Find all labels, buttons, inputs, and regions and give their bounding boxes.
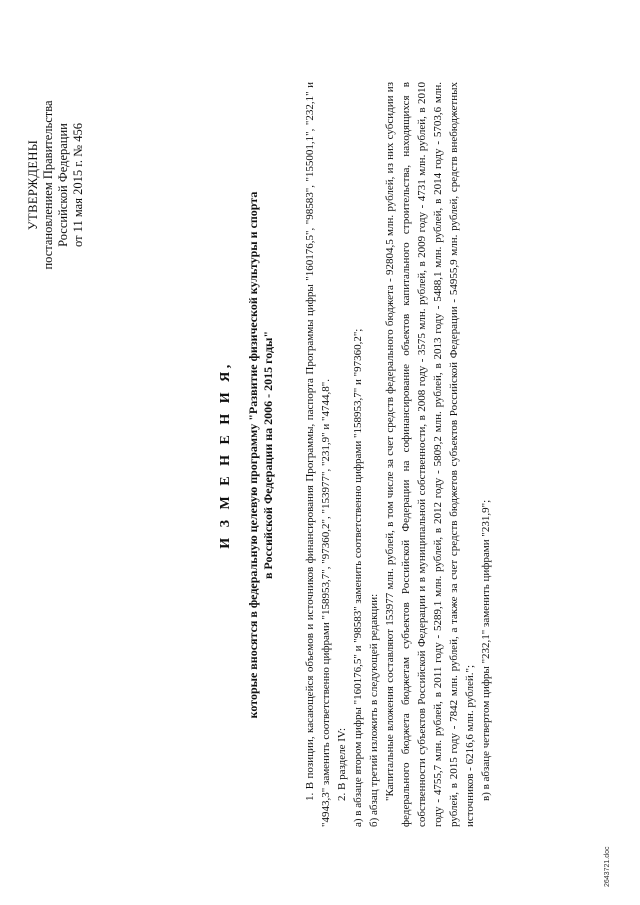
paragraph: 2. В разделе IV: xyxy=(336,727,348,801)
document-subtitle: в Российской Федерации на 2006 - 2015 годы" xyxy=(261,330,275,580)
document-heading xyxy=(218,165,276,745)
paragraph: а) в абзаце втором цифры "160176,5" и "98583" заменить соответственно цифрами "158953,7" и "97360,2"; xyxy=(352,328,364,827)
approval-line: Российской Федерации xyxy=(56,123,70,247)
file-name: 2643721.doc xyxy=(604,846,611,887)
paragraph: "Капитальные вложения составляют 153977 млн. рублей, в том числе за счет средств федерального бюджета - 92804,5 млн. рублей, из них субсидии из федерального бюджета бюджетам субъектов Российской Федерации на софинансирование объектов капитального строительства, находящихся в собственности субъектов Российской Федерации и в муниципальной собственности, в 2008 году - 3575 млн. рублей, в 2009 году - 4731 млн. рублей, в 2010 году - 4755,7 млн. рублей, в 2011 году - 5289,1 млн. рублей, в 2012 году - 5809,2 млн. рублей, в 2013 году - 5488,1 млн. рублей, в 2014 году - 5703,6 млн. рублей, в 2015 году - 7842 млн. рублей, а также за счет средств бюджетов субъектов Российской Федерации - 54955,9 млн. рублей, средств внебюджетных источников - 6216,6 млн. рублей."; xyxy=(384,82,476,827)
approval-title: УТВЕРЖДЕНЫ xyxy=(26,139,40,231)
paragraph: б) абзац третий изложить в следующей редакции: xyxy=(368,593,380,827)
approval-line: постановлением Правительства xyxy=(41,100,55,270)
document-body xyxy=(302,82,494,827)
document-title: И З М Е Н Е Н И Я, xyxy=(218,361,233,549)
paragraph: 1. В позиции, касающейся объемов и источников финансирования Программы, паспорта Программы цифры "160176,5", "98583", "155001,1", "232,1" и "4943,3" заменить соответственно цифрами "158953,7", "97360,2", "153977", "231,9" и "4744,8". xyxy=(304,82,332,827)
paragraph: в) в абзаце четвертом цифры "232,1" заменить цифрами "231,9"; xyxy=(480,499,492,801)
document-subtitle: которые вносятся в федеральную целевую программу "Развитие физической культуры и спорта xyxy=(246,191,260,719)
approval-stamp xyxy=(26,55,86,315)
approval-date: от 11 мая 2015 г. № 456 xyxy=(71,123,85,247)
